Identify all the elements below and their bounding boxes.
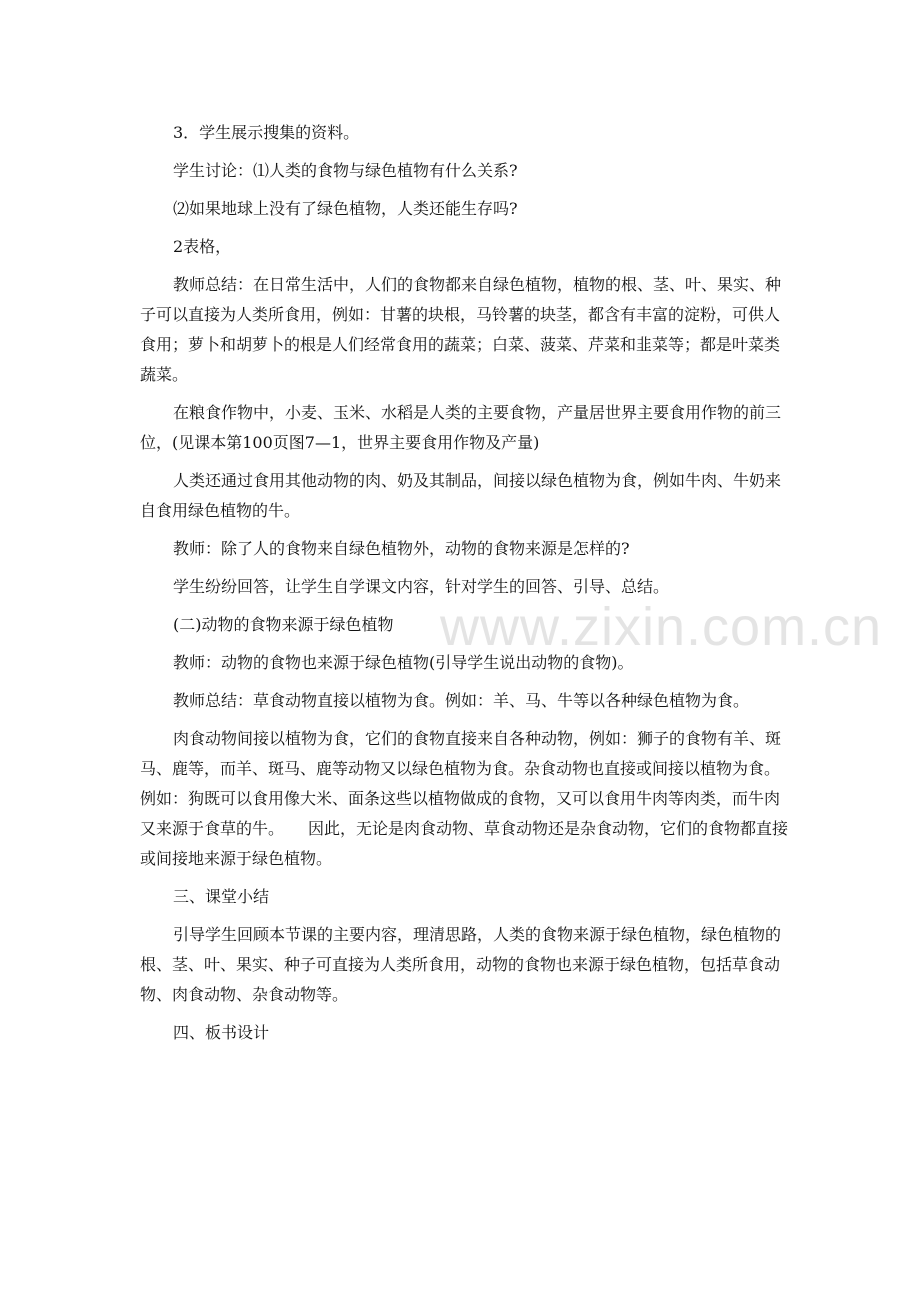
section-heading-board-design: 四、板书设计 xyxy=(173,1023,270,1042)
paragraph-discussion-question-1: 学生讨论：⑴人类的食物与绿色植物有什么关系? xyxy=(173,161,518,180)
paragraph-class-summary: 引导学生回顾本节课的主要内容，理清思路，人类的食物来源于绿色植物，绿色植物的根、茎、叶、果实、种子可直接为人类所食用，动物的食物也来源于绿色植物，包括草食动物、肉食动物、杂食动物等。 xyxy=(140,925,782,1004)
paragraph-indirect-food: 人类还通过食用其他动物的肉、奶及其制品，间接以绿色植物为食，例如牛肉、牛奶来自食用绿色植物的牛。 xyxy=(140,471,782,520)
paragraph-teacher-summary-human-food: 教师总结：在日常生活中，人们的食物都来自绿色植物，植物的根、茎、叶、果实、种子可以直接为人类所食用，例如：甘薯的块根，马铃薯的块茎，都含有丰富的淀粉，可供人食用；萝卜和胡萝卜的根是人们经常食用的蔬菜；白菜、菠菜、芹菜和韭菜等；都是叶菜类蔬菜。 xyxy=(140,275,782,384)
watermark: www.zixin.com.cn xyxy=(440,597,883,657)
section-heading-class-summary: 三、课堂小结 xyxy=(173,887,270,906)
paragraph-table-note: 2表格， xyxy=(173,237,232,256)
section-heading-animal-food: (二)动物的食物来源于绿色植物 xyxy=(173,615,394,634)
paragraph-teacher-summary-herbivores: 教师总结：草食动物直接以植物为食。例如：羊、马、牛等以各种绿色植物为食。 xyxy=(173,691,750,710)
paragraph-student-answers: 学生纷纷回答，让学生自学课文内容，针对学生的回答、引导、总结。 xyxy=(173,577,670,596)
document-body xyxy=(140,118,790,1048)
paragraph-student-show-materials: 3．学生展示搜集的资料。 xyxy=(173,123,360,142)
paragraph-discussion-question-2: ⑵如果地球上没有了绿色植物，人类还能生存吗? xyxy=(173,199,518,218)
paragraph-grain-crops: 在粮食作物中，小麦、玉米、水稻是人类的主要食物，产量居世界主要食用作物的前三位，(见课本第100页图7—1，世界主要食用作物及产量) xyxy=(140,403,782,452)
paragraph-teacher-animal-food: 教师：动物的食物也来源于绿色植物(引导学生说出动物的食物)。 xyxy=(173,653,634,672)
paragraph-carnivores-omnivores: 肉食动物间接以植物为食，它们的食物直接来自各种动物，例如：狮子的食物有羊、斑马、鹿等，而羊、斑马、鹿等动物又以绿色植物为食。杂食动物也直接或间接以植物为食。例如：狗既可以食用像大米、面条这些以植物做成的食物，又可以食用牛肉等肉类，而牛肉又来源于食草的牛。 因此，无论是肉食动物、草食动物还是杂食动物，它们的食物都直接或间接地来源于绿色植物。 xyxy=(140,729,789,868)
paragraph-teacher-question-animal-food: 教师：除了人的食物来自绿色植物外，动物的食物来源是怎样的? xyxy=(173,539,630,558)
